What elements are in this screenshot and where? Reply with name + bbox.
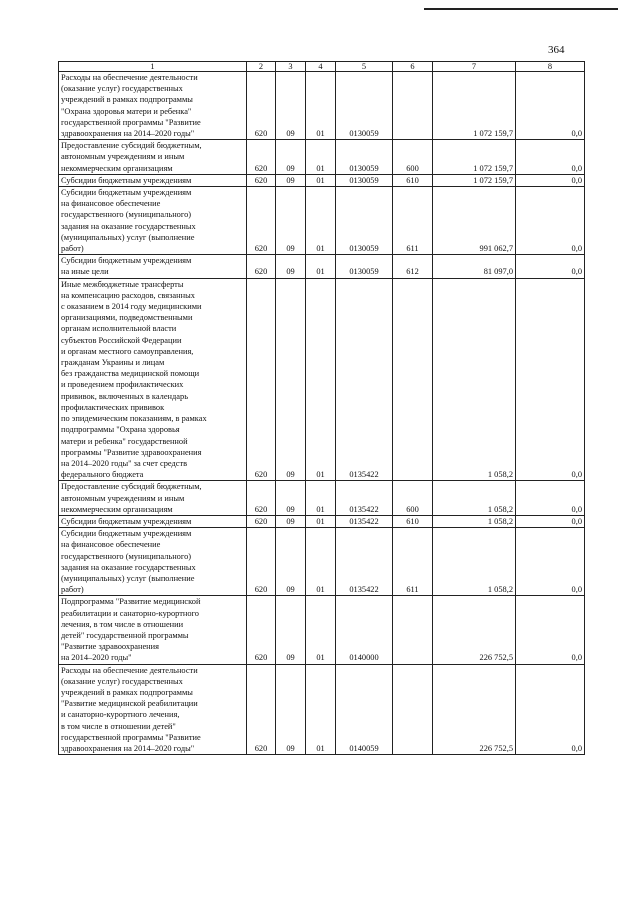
cell-target-article: 0135422 <box>336 515 393 527</box>
cell-target-article: 0130059 <box>336 255 393 278</box>
table-row <box>59 72 585 140</box>
row-description: Субсидии бюджетным учреждениям <box>59 515 247 527</box>
row-description: Субсидии бюджетным учреждениям на финансовое обеспечение государственного (муниципального) задания на оказание государственных (муниципальных) услуг (выполнение работ) <box>59 187 247 255</box>
cell-expense-type: 600 <box>393 481 433 516</box>
cell-section: 09 <box>276 140 306 175</box>
cell-subsection: 01 <box>306 255 336 278</box>
cell-amount-2: 0,0 <box>516 515 585 527</box>
row-description: Расходы на обеспечение деятельности (оказание услуг) государственных учреждений в рамках подпрограммы "Развитие медицинской реабилитации и санаторно-курортного лечения, в том числе в отношении детей" государственной программы "Развитие здравоохранения на 2014–2020 годы" <box>59 664 247 755</box>
cell-ministry-code: 620 <box>247 174 276 186</box>
cell-section: 09 <box>276 596 306 664</box>
cell-amount: 1 072 159,7 <box>433 72 516 140</box>
cell-subsection: 01 <box>306 140 336 175</box>
cell-subsection: 01 <box>306 278 336 481</box>
cell-expense-type: 610 <box>393 515 433 527</box>
cell-amount: 81 097,0 <box>433 255 516 278</box>
cell-section: 09 <box>276 528 306 596</box>
row-description: Предоставление субсидий бюджетным, автономным учреждениям и иным некоммерческим организациям <box>59 140 247 175</box>
cell-ministry-code: 620 <box>247 481 276 516</box>
header-cell: 2 <box>247 62 276 72</box>
cell-amount: 1 058,2 <box>433 278 516 481</box>
table-row <box>59 596 585 664</box>
cell-subsection: 01 <box>306 664 336 755</box>
table-row <box>59 187 585 255</box>
cell-expense-type <box>393 278 433 481</box>
cell-target-article: 0130059 <box>336 187 393 255</box>
table-row <box>59 481 585 516</box>
cell-section: 09 <box>276 174 306 186</box>
top-rule <box>424 8 618 10</box>
cell-section: 09 <box>276 187 306 255</box>
table-row <box>59 278 585 481</box>
cell-ministry-code: 620 <box>247 72 276 140</box>
cell-amount: 1 072 159,7 <box>433 174 516 186</box>
header-cell: 4 <box>306 62 336 72</box>
cell-ministry-code: 620 <box>247 187 276 255</box>
cell-amount: 991 062,7 <box>433 187 516 255</box>
header-cell: 5 <box>336 62 393 72</box>
table-row <box>59 528 585 596</box>
cell-ministry-code: 620 <box>247 528 276 596</box>
cell-expense-type: 611 <box>393 528 433 596</box>
cell-expense-type: 611 <box>393 187 433 255</box>
table-row <box>59 255 585 278</box>
cell-subsection: 01 <box>306 174 336 186</box>
cell-subsection: 01 <box>306 596 336 664</box>
cell-amount-2: 0,0 <box>516 72 585 140</box>
cell-amount-2: 0,0 <box>516 174 585 186</box>
cell-ministry-code: 620 <box>247 255 276 278</box>
header-cell: 8 <box>516 62 585 72</box>
cell-subsection: 01 <box>306 528 336 596</box>
cell-amount: 1 058,2 <box>433 515 516 527</box>
cell-amount-2: 0,0 <box>516 528 585 596</box>
cell-ministry-code: 620 <box>247 278 276 481</box>
cell-section: 09 <box>276 72 306 140</box>
cell-target-article: 0135422 <box>336 481 393 516</box>
table-row <box>59 515 585 527</box>
cell-section: 09 <box>276 515 306 527</box>
row-description: Иные межбюджетные трансферты на компенсацию расходов, связанных с оказанием в 2014 году медицинскими организациями, подведомственными органам исполнительной власти субъектов Российской Федерации и органам местного самоуправления, гражданам Украины и лицам без гражданства медицинской помощи и проведением профилактических прививок, включенных в календарь профилактических прививок по эпидемическим показаниям, в рамках подпрограммы "Охрана здоровья матери и ребенка" государственной программы "Развитие здравоохранения на 2014–2020 годы" за счет средств федерального бюджета <box>59 278 247 481</box>
cell-target-article: 0130059 <box>336 174 393 186</box>
header-cell: 7 <box>433 62 516 72</box>
cell-section: 09 <box>276 255 306 278</box>
cell-amount-2: 0,0 <box>516 664 585 755</box>
cell-expense-type <box>393 596 433 664</box>
cell-expense-type: 610 <box>393 174 433 186</box>
cell-subsection: 01 <box>306 72 336 140</box>
cell-target-article: 0130059 <box>336 72 393 140</box>
header-cell: 3 <box>276 62 306 72</box>
cell-section: 09 <box>276 481 306 516</box>
budget-table <box>58 61 585 755</box>
cell-amount-2: 0,0 <box>516 187 585 255</box>
cell-target-article: 0135422 <box>336 528 393 596</box>
cell-amount-2: 0,0 <box>516 140 585 175</box>
cell-subsection: 01 <box>306 515 336 527</box>
row-description: Субсидии бюджетным учреждениям на финансовое обеспечение государственного (муниципального) задания на оказание государственных (муниципальных) услуг (выполнение работ) <box>59 528 247 596</box>
cell-amount: 226 752,5 <box>433 664 516 755</box>
cell-expense-type: 612 <box>393 255 433 278</box>
row-description: Субсидии бюджетным учреждениям на иные цели <box>59 255 247 278</box>
cell-amount-2: 0,0 <box>516 278 585 481</box>
row-description: Субсидии бюджетным учреждениям <box>59 174 247 186</box>
row-description: Предоставление субсидий бюджетным, автономным учреждениям и иным некоммерческим организациям <box>59 481 247 516</box>
cell-amount: 226 752,5 <box>433 596 516 664</box>
cell-target-article: 0130059 <box>336 140 393 175</box>
cell-amount: 1 072 159,7 <box>433 140 516 175</box>
table-row <box>59 140 585 175</box>
header-row <box>59 62 585 72</box>
cell-ministry-code: 620 <box>247 140 276 175</box>
cell-subsection: 01 <box>306 481 336 516</box>
page-number: 364 <box>548 44 565 56</box>
cell-subsection: 01 <box>306 187 336 255</box>
cell-expense-type <box>393 72 433 140</box>
cell-amount: 1 058,2 <box>433 528 516 596</box>
cell-expense-type: 600 <box>393 140 433 175</box>
header-cell: 1 <box>59 62 247 72</box>
table-row <box>59 664 585 755</box>
cell-amount: 1 058,2 <box>433 481 516 516</box>
table-body <box>59 62 585 755</box>
cell-amount-2: 0,0 <box>516 481 585 516</box>
cell-ministry-code: 620 <box>247 664 276 755</box>
table-row <box>59 174 585 186</box>
cell-amount-2: 0,0 <box>516 255 585 278</box>
cell-section: 09 <box>276 278 306 481</box>
cell-section: 09 <box>276 664 306 755</box>
cell-target-article: 0135422 <box>336 278 393 481</box>
row-description: Подпрограмма "Развитие медицинской реабилитации и санаторно-курортного лечения, в том числе в отношении детей" государственной программы "Развитие здравоохранения на 2014–2020 годы" <box>59 596 247 664</box>
cell-ministry-code: 620 <box>247 596 276 664</box>
cell-target-article: 0140000 <box>336 596 393 664</box>
cell-target-article: 0140059 <box>336 664 393 755</box>
cell-amount-2: 0,0 <box>516 596 585 664</box>
cell-ministry-code: 620 <box>247 515 276 527</box>
row-description: Расходы на обеспечение деятельности (оказание услуг) государственных учреждений в рамках подпрограммы "Охрана здоровья матери и ребенка" государственной программы "Развитие здравоохранения на 2014–2020 годы" <box>59 72 247 140</box>
header-cell: 6 <box>393 62 433 72</box>
cell-expense-type <box>393 664 433 755</box>
